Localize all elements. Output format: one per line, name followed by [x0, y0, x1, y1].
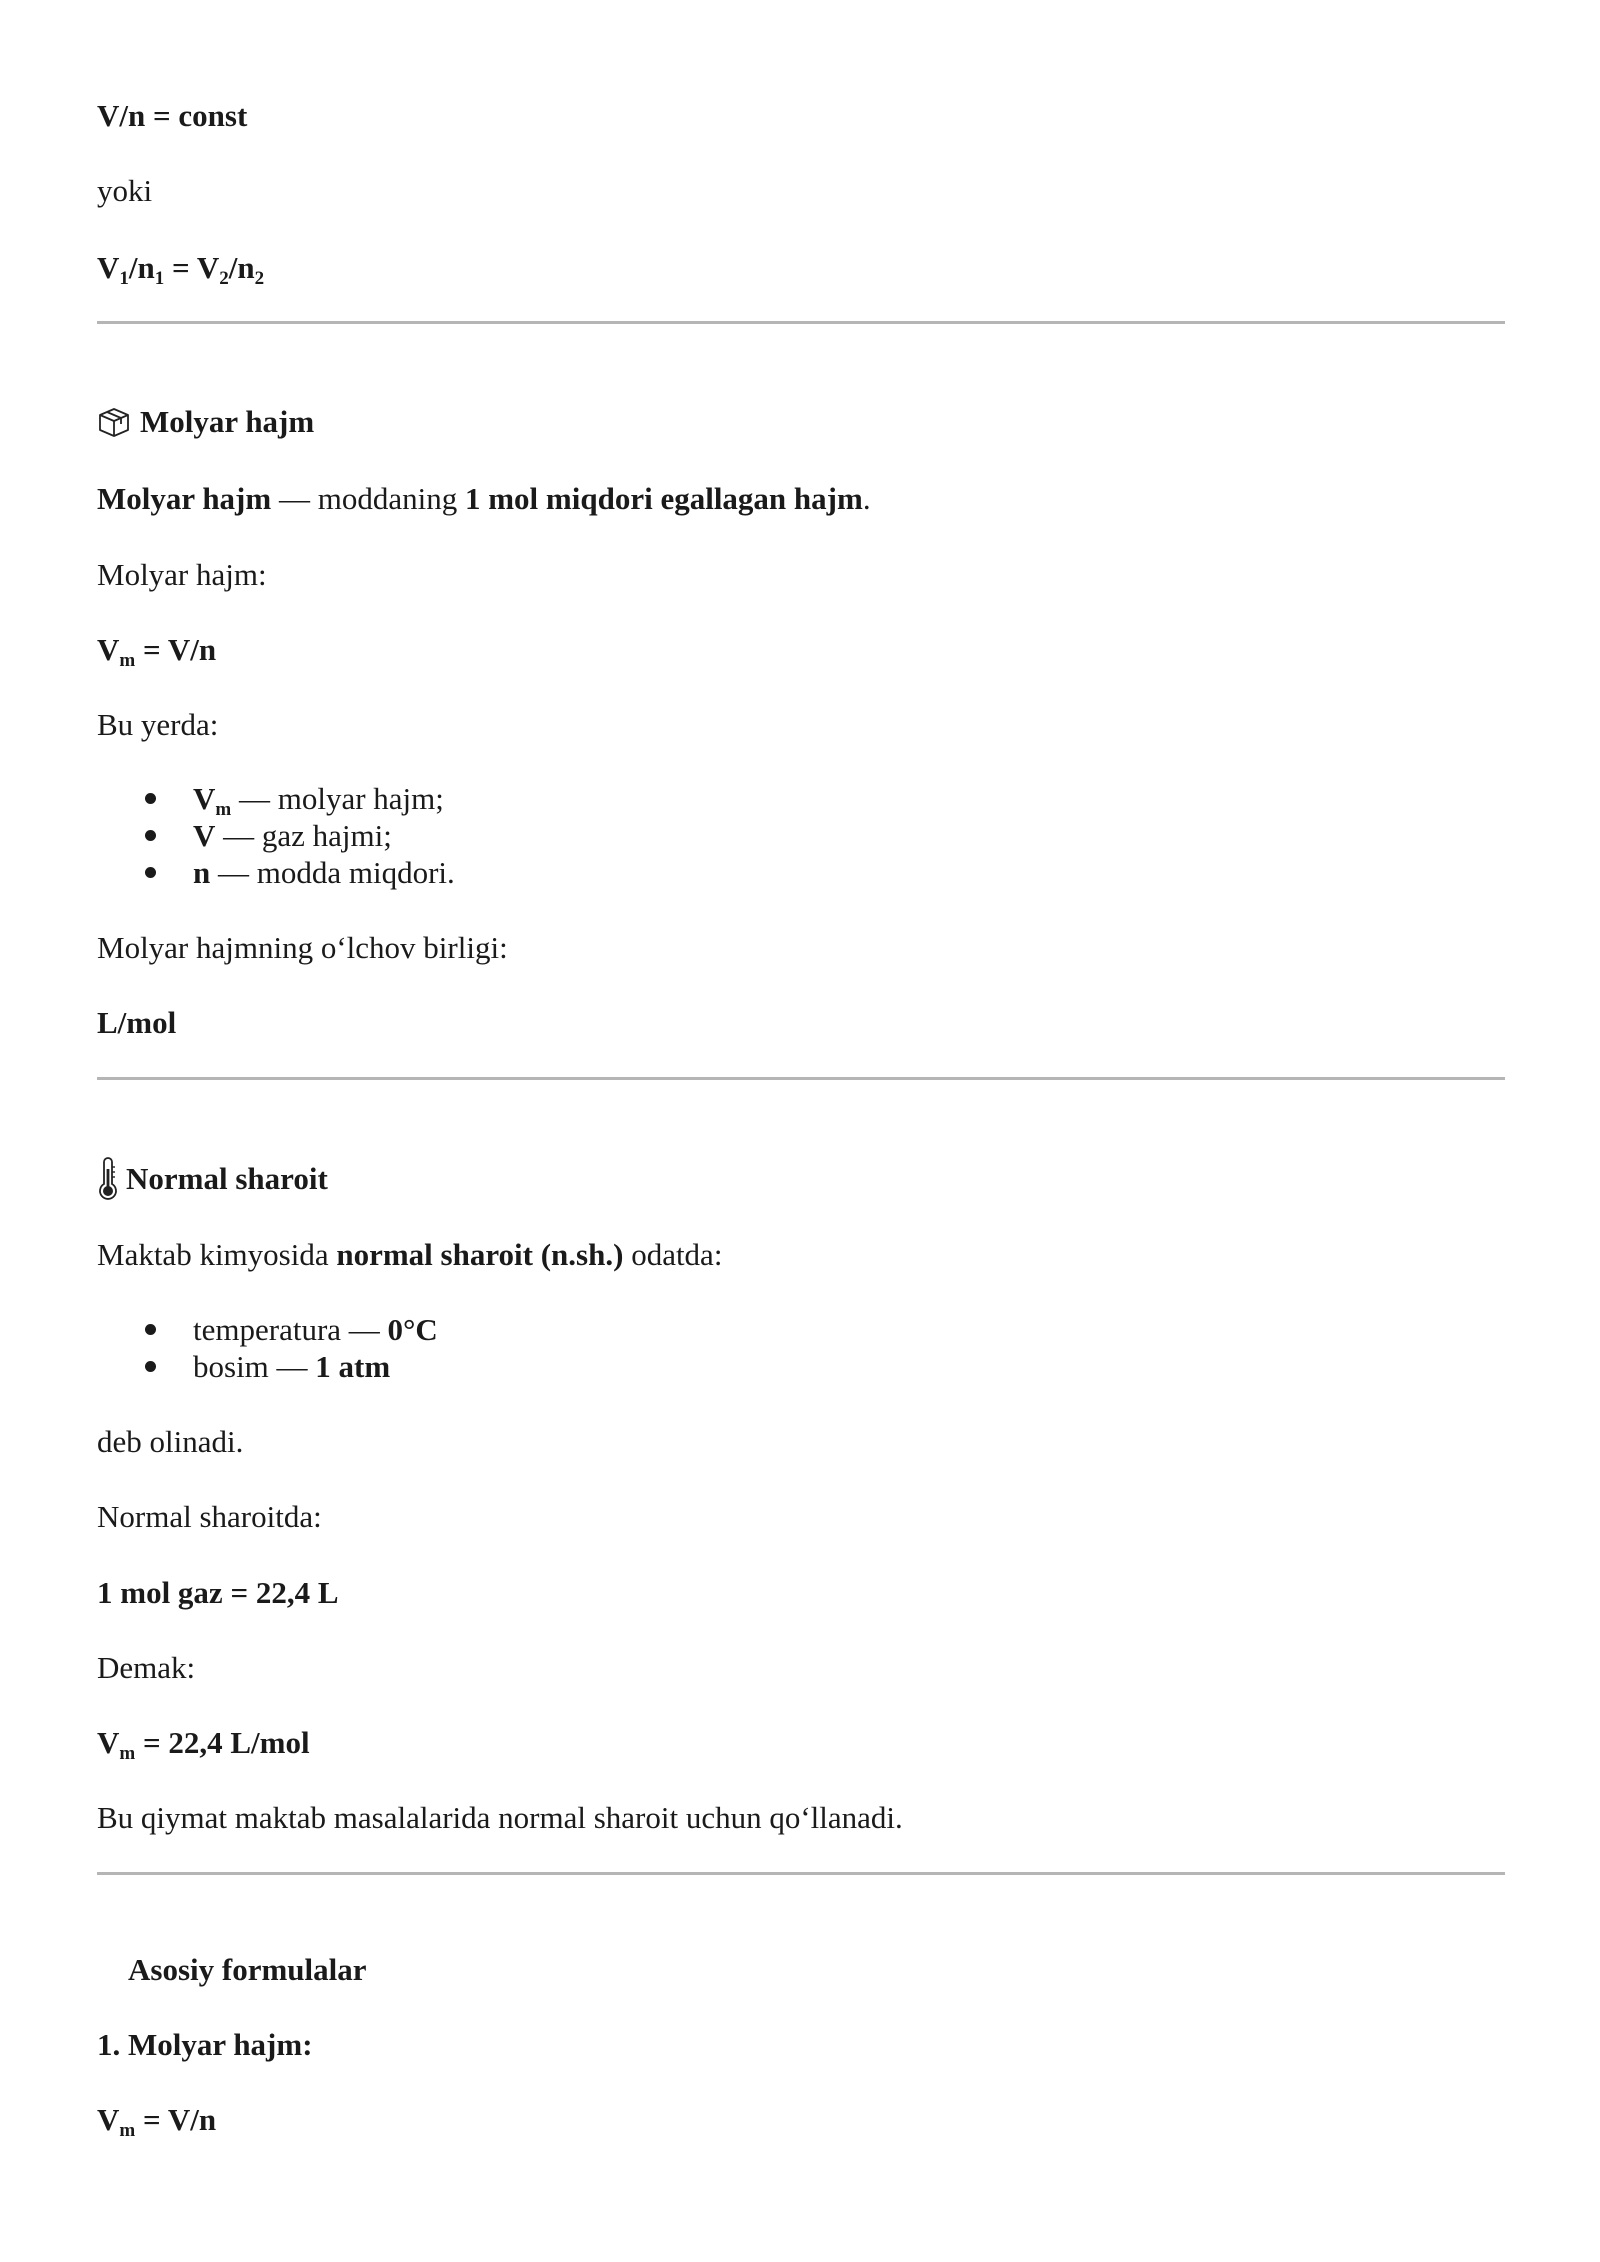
- bullet: [145, 867, 156, 878]
- formula-vm-summary: [97, 2101, 216, 2139]
- section-heading-molyar-hajm: Molyar hajm: [140, 404, 315, 439]
- formula-symbol: V: [97, 632, 120, 667]
- formula-vm-value: [97, 1724, 310, 1762]
- definition-term: Molyar hajm: [97, 481, 272, 516]
- list-text: temperatura —: [193, 1312, 388, 1347]
- formula-sub: m: [119, 650, 136, 671]
- formula-symbol: V: [97, 1725, 120, 1760]
- list-value: 1 atm: [315, 1349, 391, 1384]
- formula-vm: [97, 631, 216, 669]
- section-heading-normal-sharoit: Normal sharoit: [126, 1161, 328, 1196]
- unit-value: L/mol: [97, 1005, 177, 1040]
- list-symbol: V: [193, 818, 216, 853]
- definition-text: — moddaning: [271, 481, 465, 516]
- gas-volume-formula: 1 mol gaz = 22,4 L: [97, 1575, 339, 1610]
- formula-symbol: V: [97, 2102, 120, 2137]
- bu-yerda-text: Bu yerda:: [97, 707, 219, 742]
- formula-ratio-sub: 2: [219, 268, 229, 289]
- normal-sharoitda-text: Normal sharoitda:: [97, 1499, 322, 1534]
- list-item: [193, 1348, 390, 1386]
- normal-intro: [97, 1236, 722, 1274]
- bullet: [145, 793, 156, 804]
- yoki-text: yoki: [97, 173, 153, 208]
- unit-label: Molyar hajmning o‘lchov birligi:: [97, 930, 508, 965]
- formula-ratio-sub: 2: [254, 268, 265, 289]
- list-item: [193, 817, 392, 855]
- demak-text: Demak:: [97, 1650, 196, 1685]
- formula-ratio-sub: 1: [119, 268, 129, 289]
- list-item: [193, 780, 444, 818]
- list-text: — gaz hajmi;: [215, 818, 392, 853]
- formula-ratio: [97, 249, 264, 287]
- divider: [97, 1872, 1505, 1875]
- formula-rest: = 22,4 L/mol: [135, 1725, 310, 1760]
- formula-sub: m: [119, 1743, 136, 1764]
- list-symbol: n: [193, 855, 211, 890]
- formula-sub: m: [119, 2120, 136, 2141]
- intro-text: Maktab kimyosida: [97, 1237, 337, 1272]
- list-symbol: [193, 781, 232, 820]
- symbol-sub: m: [215, 799, 232, 820]
- list-text: — molyar hajm;: [231, 781, 444, 816]
- deb-olinadi-text: deb olinadi.: [97, 1424, 244, 1459]
- molyar-label: Molyar hajm:: [97, 557, 267, 592]
- divider: [97, 321, 1505, 324]
- formula-ratio-part: = V: [164, 250, 220, 285]
- divider: [97, 1077, 1505, 1080]
- definition-text: .: [862, 481, 871, 516]
- formula-ratio-sub: 1: [154, 268, 165, 289]
- formula-list-item-1: 1. Molyar hajm:: [97, 2027, 313, 2062]
- thermometer-icon: [97, 1157, 119, 1201]
- formula-ratio-part: /n: [228, 250, 255, 285]
- bullet: [145, 830, 156, 841]
- intro-emphasis: normal sharoit (n.sh.): [336, 1237, 624, 1272]
- formula-rest: = V/n: [135, 632, 217, 667]
- list-text: bosim —: [193, 1349, 316, 1384]
- section-heading-asosiy-formulalar: Asosiy formulalar: [128, 1952, 367, 1987]
- box-icon: [97, 405, 131, 439]
- formula-ratio-v1: V: [97, 250, 120, 285]
- bullet: [145, 1361, 156, 1372]
- formula-ratio-part: /n: [128, 250, 155, 285]
- bullet: [145, 1324, 156, 1335]
- list-text: — modda miqdori.: [210, 855, 455, 890]
- symbol: V: [193, 781, 216, 816]
- intro-text: odatda:: [623, 1237, 723, 1272]
- normal-note: Bu qiymat maktab masalalarida normal sharoit uchun qo‘llanadi.: [97, 1800, 903, 1835]
- list-item: [193, 854, 455, 892]
- formula-rest: = V/n: [135, 2102, 217, 2137]
- list-value: 0°C: [387, 1312, 438, 1347]
- list-item: [193, 1311, 438, 1349]
- formula-const: V/n = const: [97, 98, 248, 133]
- definition-emphasis: 1 mol miqdori egallagan hajm: [464, 481, 863, 516]
- molyar-definition: [97, 480, 871, 518]
